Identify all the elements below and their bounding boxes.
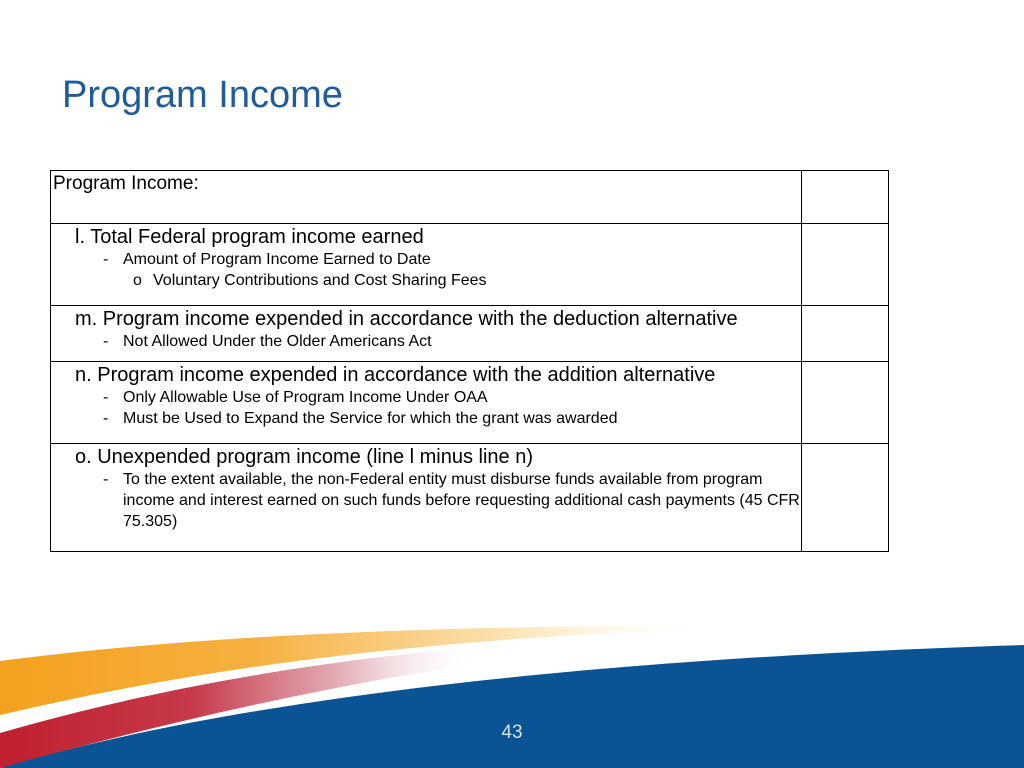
table-header-cell: Program Income:	[51, 171, 802, 224]
row-title: l. Total Federal program income earned	[75, 226, 424, 248]
bullet-item: - Only Allowable Use of Program Income Under OAA	[103, 389, 488, 406]
table-header-row	[51, 171, 889, 224]
bullet-item: - To the extent available, the non-Federal entity must disburse funds available from program income and interest earned on such funds before requesting additional cash payments (45 CFR 75.305)	[103, 471, 800, 530]
bullet-item: - Not Allowed Under the Older Americans Act	[103, 333, 432, 350]
row-title: m. Program income expended in accordance with the deduction alternative	[75, 308, 738, 330]
row-title: o. Unexpended program income (line l minus line n)	[75, 446, 534, 468]
table-row	[51, 306, 889, 362]
empty-cell	[802, 362, 889, 444]
bullet-item: - Must be Used to Expand the Service for which the grant was awarded	[103, 410, 618, 427]
slide-title: Program Income	[62, 74, 343, 116]
bullet-item: - Amount of Program Income Earned to Date	[103, 251, 431, 268]
page-number: 43	[501, 722, 523, 743]
program-income-table	[50, 170, 889, 552]
empty-cell	[802, 171, 889, 224]
table-row	[51, 444, 889, 552]
sub-bullet-item: o Voluntary Contributions and Cost Sharing Fees	[133, 272, 487, 289]
decorative-wave-banner	[0, 623, 1024, 768]
row-title: n. Program income expended in accordance with the addition alternative	[75, 364, 716, 386]
empty-cell	[802, 444, 889, 552]
empty-cell	[802, 224, 889, 306]
empty-cell	[802, 306, 889, 362]
table-row	[51, 224, 889, 306]
table-row	[51, 362, 889, 444]
